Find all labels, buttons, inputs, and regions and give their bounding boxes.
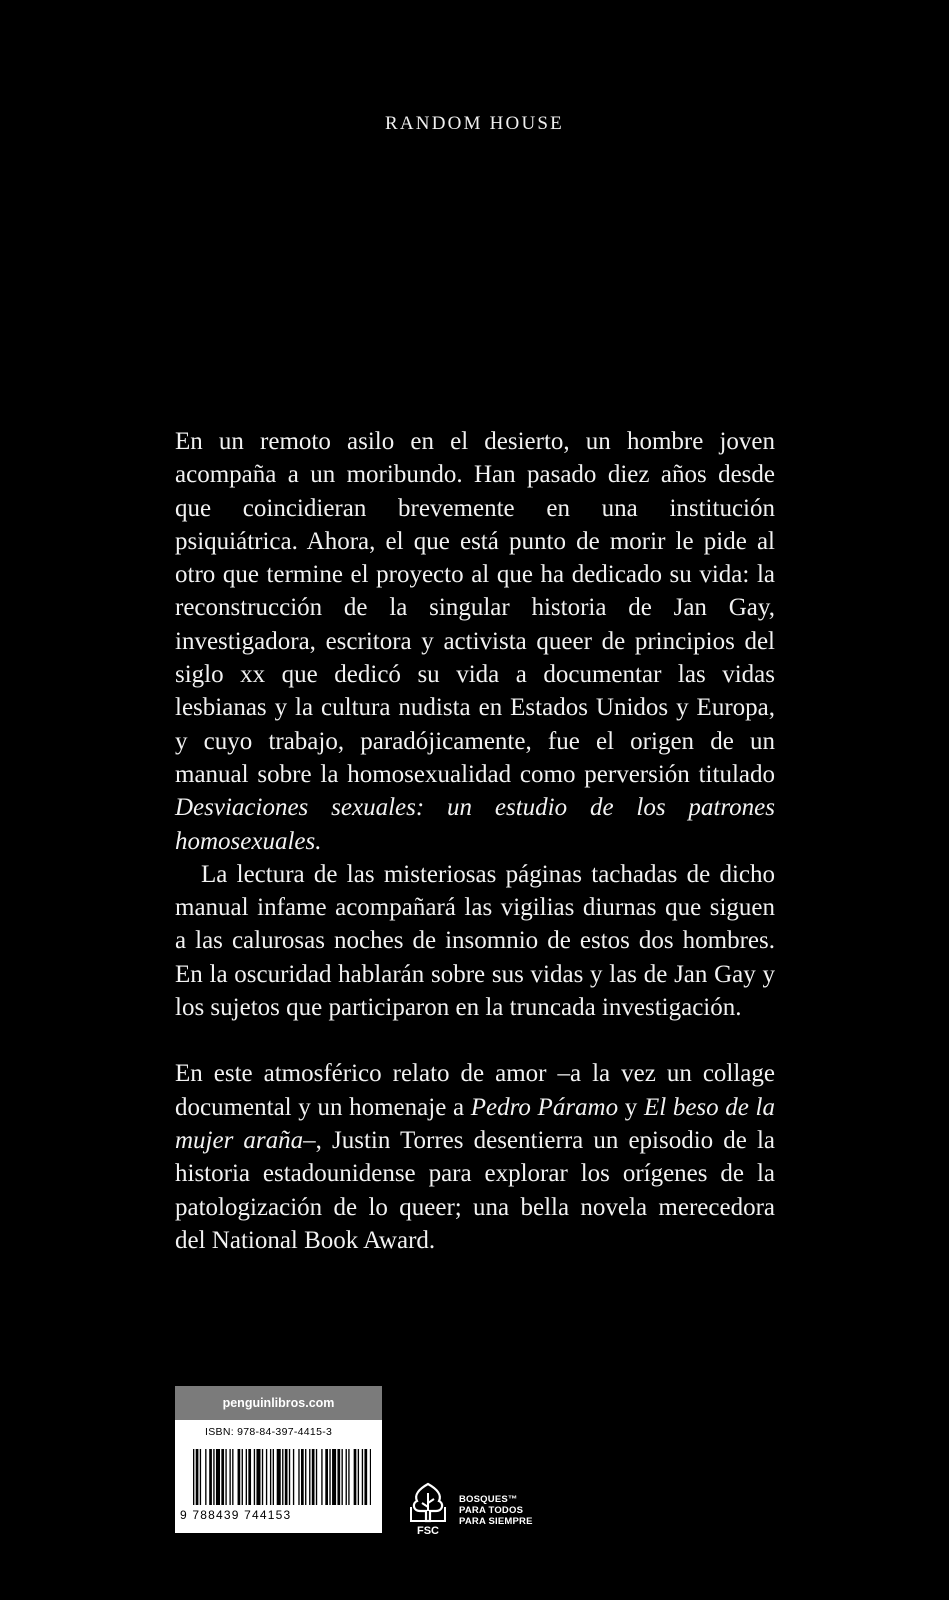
- barcode-bar: [254, 1449, 255, 1505]
- barcode-bar: [364, 1449, 367, 1505]
- barcode-bar: [193, 1449, 194, 1505]
- barcode-bar: [196, 1449, 199, 1505]
- barcode-bar: [270, 1449, 271, 1505]
- blurb-paragraph-1: [175, 425, 775, 858]
- barcode-bar: [329, 1449, 330, 1505]
- barcode-bar: [238, 1449, 241, 1505]
- isbn-barcode-label: [175, 1386, 382, 1533]
- blurb-text: –, Justin Torres desentierra un episodio de la historia estadounidense para explorar los orígenes de la patologización de lo queer; una bella novela merecedora del National Book Award.: [175, 1126, 775, 1254]
- barcode-digits: 9 788439 744153: [180, 1508, 292, 1522]
- barcode-bar: [262, 1449, 263, 1505]
- fsc-slogan-line: PARA TODOS: [459, 1505, 524, 1516]
- barcode-bar: [362, 1449, 363, 1505]
- barcode-bar: [337, 1449, 340, 1505]
- barcode-bar: [225, 1449, 226, 1505]
- barcode-bar: [309, 1449, 310, 1505]
- barcode-bar: [229, 1449, 230, 1505]
- fsc-slogan: [459, 1494, 533, 1527]
- publisher-website: penguinlibros.com: [175, 1386, 382, 1420]
- barcode-bar: [213, 1449, 214, 1505]
- barcode-bar: [248, 1449, 251, 1505]
- barcode-bar: [205, 1449, 206, 1505]
- barcode-bars: [193, 1449, 371, 1517]
- book-title-reference: Pedro Páramo: [470, 1093, 619, 1121]
- barcode-bar: [242, 1449, 243, 1505]
- publisher-name: RANDOM HOUSE: [385, 113, 564, 134]
- blurb-paragraph-2: La lectura de las misteriosas páginas tachadas de dicho manual infame acompañará las vigilias diurnas que siguen a las calurosas noches de insomnio de estos dos hombres. En la oscuridad hablarán sobre sus vidas y las de Jan Gay y los sujetos que participaron en la truncada investigación.: [175, 860, 775, 1022]
- blurb-paragraph-3: [175, 1057, 775, 1257]
- blurb-text: y: [618, 1093, 644, 1121]
- barcode-bar: [221, 1449, 224, 1505]
- barcode-bar: [305, 1449, 306, 1505]
- barcode-bar: [301, 1449, 304, 1505]
- barcode-bar: [246, 1449, 247, 1505]
- barcode-bar: [282, 1449, 283, 1505]
- barcode-bar: [256, 1449, 260, 1505]
- blurb-text: En este atmosférico relato de amor –a la vez un collage documental y un homenaje a: [175, 1060, 775, 1121]
- barcode-bar: [370, 1449, 371, 1505]
- barcode-bar: [277, 1449, 281, 1505]
- blurb-text: En un remoto asilo en el desierto, un hombre joven acompaña a un moribundo. Han pasado diez años desde que coincidieran brevemente en una institución psiquiátrica. Ahora, el que está punto de morir le pide al otro que termine el proyecto al que ha dedicado su vida: la reconstrucción de la singular historia de Jan Gay, investigadora, escritora y activista queer de principios del siglo xx que dedicó su vida a documentar las vidas lesbianas y la cultura nudista en Estados Unidos y Europa, y cuyo trabajo, paradójicamente, fue el origen de un manual sobre la homosexualidad como perversión titulado: [175, 428, 775, 788]
- barcode-bar: [266, 1449, 267, 1505]
- barcode-bar: [285, 1449, 288, 1505]
- barcode-bar: [354, 1449, 357, 1505]
- barcode-bar: [209, 1449, 212, 1505]
- barcode-bar: [312, 1449, 315, 1505]
- barcode-bar: [232, 1449, 233, 1505]
- barcode-bar: [332, 1449, 336, 1505]
- book-title-reference: Desviaciones sexuales: un estudio de los patrones homosexuales.: [175, 794, 775, 855]
- fsc-label: FSC: [417, 1525, 439, 1537]
- book-title-reference: El beso de la mujer araña: [175, 1093, 776, 1154]
- barcode-bar: [346, 1449, 347, 1505]
- fsc-certification: [409, 1481, 549, 1541]
- barcode-bar: [298, 1449, 299, 1505]
- barcode-bar: [289, 1449, 290, 1505]
- barcode-bar: [273, 1449, 274, 1505]
- barcode-bar: [316, 1449, 317, 1505]
- fsc-slogan-line: PARA SIEMPRE: [459, 1516, 533, 1527]
- barcode-bar: [321, 1449, 322, 1505]
- fsc-slogan-line: BOSQUES™: [459, 1494, 518, 1505]
- isbn-number: ISBN: 978-84-397-4415-3: [205, 1426, 333, 1438]
- barcode-bar: [325, 1449, 328, 1505]
- fsc-tree-logo-icon: [409, 1481, 447, 1537]
- back-cover-blurb: [175, 425, 775, 1257]
- barcode-bar: [293, 1449, 294, 1505]
- barcode-bar: [200, 1449, 201, 1505]
- barcode-bar: [358, 1449, 359, 1505]
- barcode-bar: [342, 1449, 343, 1505]
- barcode-bar: [216, 1449, 220, 1505]
- barcode-bar: [348, 1449, 349, 1505]
